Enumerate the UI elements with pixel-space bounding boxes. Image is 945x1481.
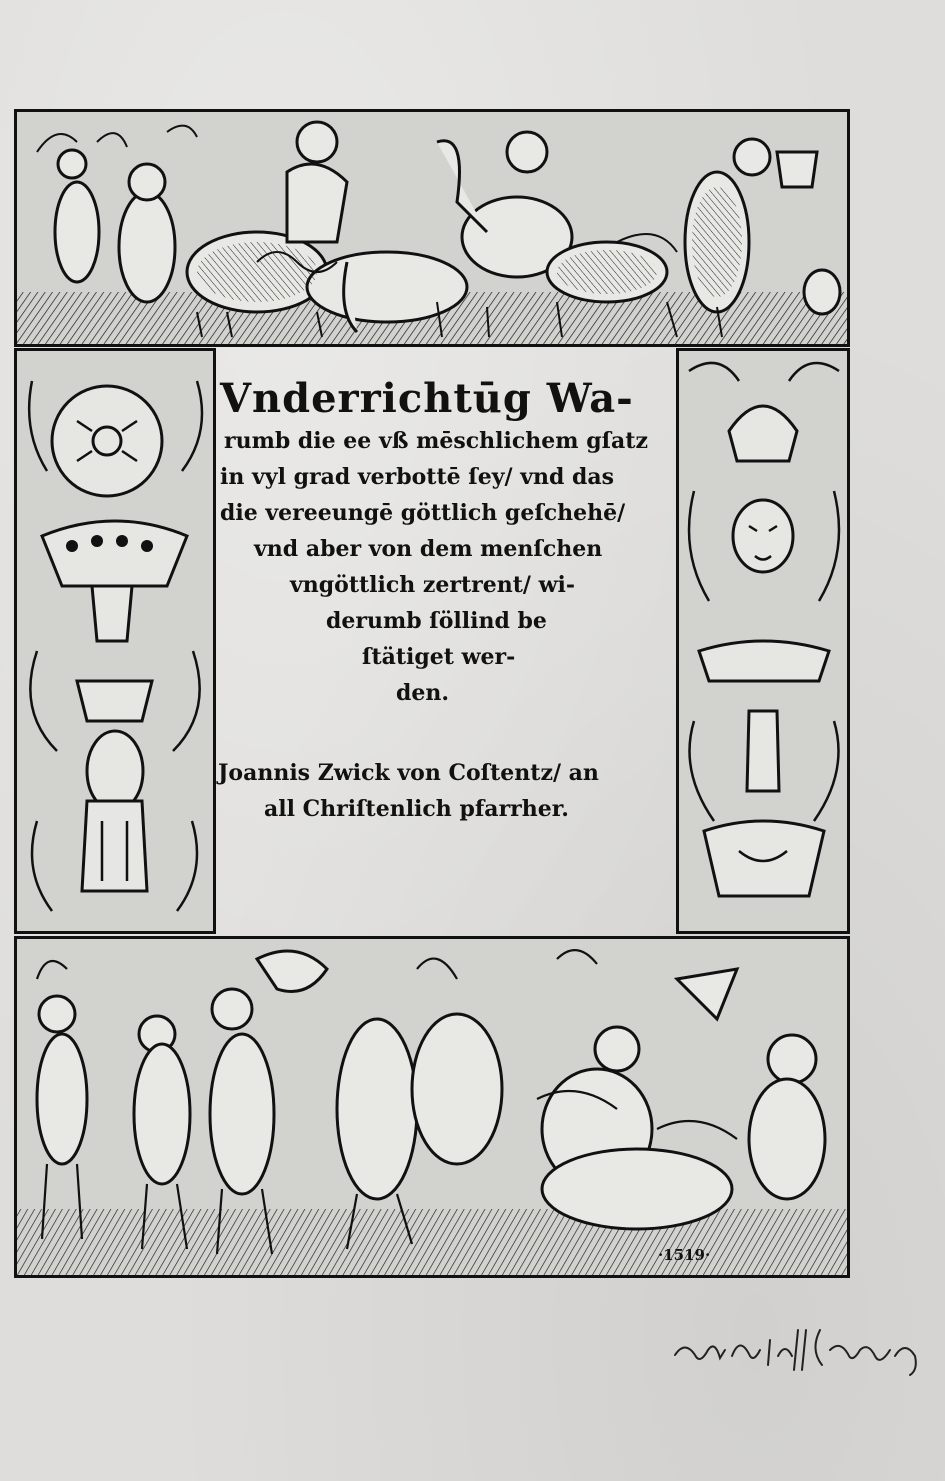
woodcut-top-border xyxy=(14,109,850,347)
body-line-8: den. xyxy=(396,680,450,706)
body-line-3: die vereeungē göttlich geſchehē/ xyxy=(220,500,626,526)
body-line-2: in vyl grad verbottē ſey/ vnd das xyxy=(220,464,615,490)
body-line-5: vngöttlich zertrent/ wi- xyxy=(290,572,576,598)
title-page-text xyxy=(214,355,672,915)
woodcut-right-border xyxy=(676,348,850,934)
title-heading: Vnderrichtūg Wa- xyxy=(220,375,634,422)
body-line-4: vnd aber von dem menſchen xyxy=(254,536,603,562)
author-line-2: all Chriſtenlich pfarrher. xyxy=(264,796,569,822)
body-line-7: ſtätiget wer- xyxy=(362,644,516,670)
woodcut-left-border xyxy=(14,348,216,934)
body-line-1: rumb die ee vß mēschlichem gſatz xyxy=(224,428,648,454)
author-line-1: Joannis Zwick von Coſtentz/ an xyxy=(218,760,599,786)
body-line-6: derumb ſöllind be xyxy=(326,608,547,634)
handwritten-signature xyxy=(670,1320,940,1380)
year-mark: ·1519· xyxy=(658,1246,711,1264)
woodcut-bottom-border xyxy=(14,936,850,1278)
